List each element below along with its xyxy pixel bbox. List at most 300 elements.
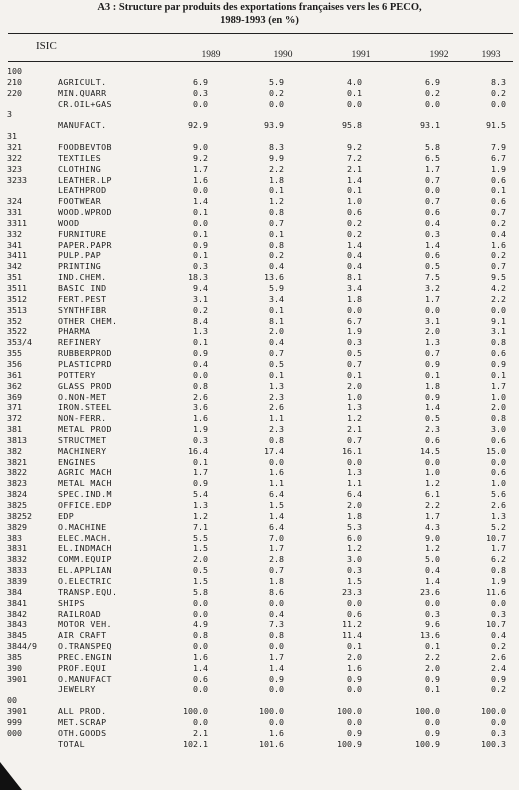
isic-code: 31	[7, 131, 17, 142]
value-1993: 0.6	[491, 196, 506, 207]
product-label: TRANSP.EQU.	[58, 586, 118, 597]
table-row	[0, 326, 519, 336]
value-1993: 0.2	[491, 217, 506, 228]
value-1993: 1.0	[491, 478, 506, 489]
table-row	[0, 316, 519, 326]
value-1993: 0.0	[491, 717, 506, 727]
table-row	[0, 413, 519, 423]
table-row	[0, 684, 519, 694]
page-corner-shadow	[0, 762, 22, 790]
value-1993: 1.0	[491, 391, 506, 402]
table-row	[0, 164, 519, 174]
table-row	[0, 424, 519, 434]
value-1993: 2.4	[491, 662, 506, 673]
value-1991: 0.7	[347, 434, 362, 445]
table-row	[0, 185, 519, 195]
product-label: JEWELRY	[58, 684, 96, 695]
product-label: O.MACHINE	[58, 521, 107, 532]
value-1992: 0.0	[425, 597, 440, 608]
isic-code: 3844/9	[7, 641, 37, 651]
product-label: BASIC IND	[58, 283, 107, 293]
isic-code: 351	[7, 272, 22, 283]
value-1993: 1.3	[491, 510, 506, 521]
value-1989: 0.0	[193, 608, 208, 619]
value-1989: 0.9	[193, 239, 208, 250]
value-1993: 5.2	[491, 521, 506, 532]
table-row	[0, 674, 519, 684]
value-1989: 2.1	[193, 727, 208, 738]
table-row	[0, 533, 519, 543]
value-1989: 0.9	[193, 348, 208, 359]
table-row	[0, 370, 519, 380]
product-label: PLASTICPRD	[58, 358, 112, 369]
value-1990: 0.1	[269, 228, 284, 239]
product-label: SPEC.IND.M	[58, 489, 112, 500]
value-1991: 0.9	[347, 727, 362, 738]
isic-code: 3824	[7, 489, 27, 500]
table-row	[0, 435, 519, 445]
value-1992: 9.6	[425, 619, 440, 630]
product-label: MANUFACT.	[58, 120, 107, 131]
table-row	[0, 337, 519, 347]
table-row	[0, 478, 519, 488]
product-label: EL.APPLIAN	[58, 565, 112, 576]
value-1993: 4.2	[491, 283, 506, 293]
value-1990: 0.0	[269, 98, 284, 109]
table-row	[0, 467, 519, 477]
table-row	[0, 109, 519, 119]
value-1993: 2.2	[491, 293, 506, 304]
table-row	[0, 728, 519, 738]
value-1991: 6.7	[347, 315, 362, 326]
value-1991: 6.4	[347, 489, 362, 500]
year-header-1993: 1993	[481, 50, 501, 60]
value-1990: 0.8	[269, 207, 284, 217]
product-label: PULP.PAP	[58, 250, 102, 261]
table-row	[0, 392, 519, 402]
value-1993: 15.0	[486, 445, 506, 456]
year-header-1992: 1992	[429, 50, 449, 60]
value-1991: 0.1	[347, 641, 362, 651]
value-1992: 23.6	[420, 586, 440, 597]
value-1989: 1.4	[193, 196, 208, 207]
value-1990: 0.4	[269, 261, 284, 272]
isic-code: 210	[7, 76, 22, 87]
year-header-1990: 1990	[273, 50, 293, 60]
table-row	[0, 457, 519, 467]
value-1989: 2.6	[193, 391, 208, 402]
isic-code: 331	[7, 207, 22, 217]
product-label: TOTAL	[58, 738, 85, 749]
table-row	[0, 99, 519, 109]
product-label: O.MANUFACT	[58, 673, 112, 684]
value-1992: 0.6	[425, 207, 440, 217]
isic-code: 390	[7, 662, 22, 673]
value-1990: 1.1	[269, 478, 284, 489]
table-row	[0, 218, 519, 228]
product-label: RAILROAD	[58, 608, 102, 619]
value-1989: 100.0	[183, 706, 208, 717]
value-1989: 8.4	[193, 315, 208, 326]
value-1993: 0.7	[491, 207, 506, 217]
value-1990: 6.4	[269, 489, 284, 500]
isic-code: 321	[7, 141, 22, 152]
table-row	[0, 587, 519, 597]
table-row	[0, 663, 519, 673]
value-1992: 0.9	[425, 673, 440, 684]
product-label: AGRICULT.	[58, 76, 107, 87]
table-row	[0, 348, 519, 358]
value-1991: 0.7	[347, 358, 362, 369]
product-label: COMM.EQUIP	[58, 554, 112, 565]
value-1992: 2.0	[425, 326, 440, 337]
value-1993: 0.1	[491, 369, 506, 380]
isic-code: 382	[7, 445, 22, 456]
isic-code: 3839	[7, 576, 27, 586]
isic-code: 3831	[7, 543, 27, 554]
value-1990: 0.2	[269, 250, 284, 261]
value-1993: 6.2	[491, 554, 506, 565]
isic-code: 384	[7, 586, 22, 597]
value-1990: 0.7	[269, 217, 284, 228]
value-1989: 1.2	[193, 510, 208, 521]
value-1991: 0.4	[347, 261, 362, 272]
value-1993: 0.1	[491, 185, 506, 196]
value-1989: 0.0	[193, 717, 208, 727]
value-1992: 0.1	[425, 684, 440, 695]
value-1991: 0.4	[347, 250, 362, 261]
product-label: LEATHER.LP	[58, 174, 112, 185]
value-1989: 0.0	[193, 217, 208, 228]
isic-code: 372	[7, 413, 22, 424]
isic-code: 352	[7, 315, 22, 326]
product-label: FERT.PEST	[58, 293, 107, 304]
isic-code: 3832	[7, 554, 27, 565]
value-1992: 2.2	[425, 651, 440, 662]
value-1993: 3.1	[491, 326, 506, 337]
value-1990: 1.3	[269, 380, 284, 391]
value-1989: 1.6	[193, 174, 208, 185]
value-1989: 0.3	[193, 87, 208, 98]
value-1989: 5.5	[193, 532, 208, 543]
table-subtitle: 1989-1993 (en %)	[220, 15, 299, 26]
value-1989: 0.8	[193, 380, 208, 391]
value-1992: 3.1	[425, 315, 440, 326]
value-1989: 9.0	[193, 141, 208, 152]
table-row	[0, 706, 519, 716]
product-label: AIR CRAFT	[58, 630, 107, 641]
value-1992: 5.8	[425, 141, 440, 152]
value-1989: 18.3	[188, 272, 208, 283]
value-1992: 7.5	[425, 272, 440, 283]
table-row	[0, 272, 519, 282]
table-row	[0, 250, 519, 260]
value-1993: 0.8	[491, 413, 506, 424]
value-1991: 1.8	[347, 510, 362, 521]
product-label: OTHER CHEM.	[58, 315, 118, 326]
value-1993: 1.9	[491, 163, 506, 174]
table-row	[0, 576, 519, 586]
value-1993: 5.6	[491, 489, 506, 500]
value-1992: 0.0	[425, 717, 440, 727]
value-1989: 0.1	[193, 250, 208, 261]
product-label: TEXTILES	[58, 152, 102, 163]
value-1989: 0.8	[193, 630, 208, 641]
product-label: LEATHPROD	[58, 185, 107, 196]
table-row	[0, 554, 519, 564]
table-row	[0, 489, 519, 499]
value-1989: 0.6	[193, 673, 208, 684]
table-row	[0, 294, 519, 304]
value-1990: 0.9	[269, 673, 284, 684]
value-1990: 0.1	[269, 304, 284, 315]
value-1993: 0.4	[491, 228, 506, 239]
value-1990: 0.8	[269, 434, 284, 445]
value-1993: 0.6	[491, 434, 506, 445]
isic-code: 3411	[7, 250, 27, 261]
year-header-1989: 1989	[201, 50, 221, 60]
value-1992: 14.5	[420, 445, 440, 456]
value-1992: 1.7	[425, 163, 440, 174]
table-row	[0, 66, 519, 76]
table-row	[0, 196, 519, 206]
isic-code: 3842	[7, 608, 27, 619]
table-row	[0, 652, 519, 662]
isic-code: 3513	[7, 304, 27, 315]
isic-code: 38252	[7, 510, 32, 521]
value-1991: 95.8	[342, 120, 362, 131]
value-1989: 6.9	[193, 76, 208, 87]
value-1993: 0.9	[491, 673, 506, 684]
value-1993: 6.7	[491, 152, 506, 163]
product-label: ALL PROD.	[58, 706, 107, 717]
value-1991: 2.1	[347, 424, 362, 435]
value-1992: 0.5	[425, 261, 440, 272]
value-1993: 2.0	[491, 402, 506, 413]
value-1991: 0.9	[347, 673, 362, 684]
value-1993: 0.4	[491, 630, 506, 641]
table-row	[0, 522, 519, 532]
value-1991: 1.0	[347, 391, 362, 402]
value-1990: 101.6	[259, 738, 284, 749]
value-1989: 4.9	[193, 619, 208, 630]
value-1991: 1.2	[347, 413, 362, 424]
isic-code: 355	[7, 348, 22, 359]
product-label: O.ELECTRIC	[58, 576, 112, 586]
value-1993: 9.5	[491, 272, 506, 283]
product-label: STRUCTMET	[58, 434, 107, 445]
product-label: FOOTWEAR	[58, 196, 102, 207]
value-1991: 0.0	[347, 98, 362, 109]
value-1993: 0.2	[491, 641, 506, 651]
value-1993: 100.3	[481, 738, 506, 749]
value-1991: 4.0	[347, 76, 362, 87]
value-1991: 5.3	[347, 521, 362, 532]
value-1990: 2.2	[269, 163, 284, 174]
table-row	[0, 565, 519, 575]
product-label: FOODBEVTOB	[58, 141, 112, 152]
value-1990: 8.3	[269, 141, 284, 152]
value-1991: 100.9	[337, 738, 362, 749]
value-1992: 0.0	[425, 98, 440, 109]
isic-code: 322	[7, 152, 22, 163]
table-row	[0, 142, 519, 152]
value-1989: 0.0	[193, 597, 208, 608]
value-1990: 6.4	[269, 521, 284, 532]
product-label: AGRIC MACH	[58, 467, 112, 478]
value-1990: 0.1	[269, 185, 284, 196]
value-1990: 5.9	[269, 76, 284, 87]
value-1992: 13.6	[420, 630, 440, 641]
isic-code: 00	[7, 695, 17, 706]
isic-code: 3	[7, 109, 12, 120]
value-1991: 9.2	[347, 141, 362, 152]
product-label: WOOD	[58, 217, 80, 228]
table-row	[0, 261, 519, 271]
value-1991: 0.6	[347, 207, 362, 217]
value-1993: 3.0	[491, 424, 506, 435]
isic-code: 3821	[7, 456, 27, 467]
value-1992: 0.7	[425, 348, 440, 359]
product-label: CR.OIL+GAS	[58, 98, 112, 109]
isic-code: 100	[7, 66, 22, 76]
value-1992: 0.1	[425, 641, 440, 651]
value-1990: 3.4	[269, 293, 284, 304]
value-1993: 100.0	[481, 706, 506, 717]
value-1989: 3.1	[193, 293, 208, 304]
value-1990: 0.0	[269, 597, 284, 608]
product-label: O.TRANSPEQ	[58, 641, 112, 651]
value-1992: 6.1	[425, 489, 440, 500]
value-1992: 0.4	[425, 565, 440, 576]
value-1989: 0.0	[193, 185, 208, 196]
value-1992: 1.2	[425, 543, 440, 554]
value-1992: 6.9	[425, 76, 440, 87]
table-row	[0, 543, 519, 553]
table-row	[0, 88, 519, 98]
table-row	[0, 739, 519, 749]
value-1991: 1.6	[347, 662, 362, 673]
value-1989: 92.9	[188, 120, 208, 131]
table-row	[0, 500, 519, 510]
value-1989: 1.5	[193, 576, 208, 586]
value-1989: 1.5	[193, 543, 208, 554]
value-1991: 0.2	[347, 228, 362, 239]
value-1990: 1.1	[269, 413, 284, 424]
value-1991: 0.1	[347, 87, 362, 98]
table-row	[0, 630, 519, 640]
table-row	[0, 240, 519, 250]
value-1991: 1.5	[347, 576, 362, 586]
value-1992: 9.0	[425, 532, 440, 543]
isic-code: 3511	[7, 283, 27, 293]
value-1992: 1.3	[425, 337, 440, 348]
value-1990: 0.0	[269, 641, 284, 651]
isic-code: 332	[7, 228, 22, 239]
value-1991: 3.0	[347, 554, 362, 565]
value-1989: 0.3	[193, 261, 208, 272]
value-1989: 1.6	[193, 413, 208, 424]
value-1991: 1.0	[347, 196, 362, 207]
value-1990: 8.6	[269, 586, 284, 597]
value-1990: 0.0	[269, 717, 284, 727]
value-1990: 2.3	[269, 424, 284, 435]
value-1992: 1.4	[425, 402, 440, 413]
value-1989: 0.0	[193, 369, 208, 380]
value-1992: 0.2	[425, 87, 440, 98]
value-1989: 1.6	[193, 651, 208, 662]
isic-code: 3901	[7, 673, 27, 684]
product-label: EDP	[58, 510, 75, 521]
value-1993: 7.9	[491, 141, 506, 152]
value-1989: 0.5	[193, 565, 208, 576]
value-1992: 0.9	[425, 358, 440, 369]
isic-code: 356	[7, 358, 22, 369]
value-1992: 1.0	[425, 467, 440, 478]
value-1992: 1.7	[425, 510, 440, 521]
value-1993: 0.7	[491, 261, 506, 272]
value-1993: 2.6	[491, 651, 506, 662]
value-1990: 0.5	[269, 358, 284, 369]
value-1990: 0.8	[269, 239, 284, 250]
value-1993: 0.2	[491, 87, 506, 98]
product-label: SHIPS	[58, 597, 85, 608]
product-label: GLASS PROD	[58, 380, 112, 391]
value-1990: 0.7	[269, 348, 284, 359]
value-1993: 0.0	[491, 304, 506, 315]
value-1989: 1.7	[193, 163, 208, 174]
table-row	[0, 695, 519, 705]
value-1993: 0.9	[491, 358, 506, 369]
value-1991: 8.1	[347, 272, 362, 283]
value-1989: 0.1	[193, 228, 208, 239]
product-label: PHARMA	[58, 326, 91, 337]
value-1993: 10.7	[486, 532, 506, 543]
value-1993: 1.7	[491, 380, 506, 391]
value-1990: 100.0	[259, 706, 284, 717]
product-label: O.NON-MET	[58, 391, 107, 402]
value-1993: 0.8	[491, 565, 506, 576]
value-1992: 0.0	[425, 456, 440, 467]
value-1989: 1.7	[193, 467, 208, 478]
value-1990: 1.6	[269, 467, 284, 478]
value-1989: 0.1	[193, 207, 208, 217]
table-row	[0, 359, 519, 369]
value-1993: 0.0	[491, 98, 506, 109]
value-1990: 1.7	[269, 543, 284, 554]
value-1992: 6.5	[425, 152, 440, 163]
table-row	[0, 120, 519, 130]
value-1992: 0.4	[425, 217, 440, 228]
value-1990: 17.4	[264, 445, 284, 456]
value-1991: 23.3	[342, 586, 362, 597]
value-1992: 0.3	[425, 228, 440, 239]
product-label: MET.SCRAP	[58, 717, 107, 727]
value-1991: 7.2	[347, 152, 362, 163]
value-1993: 8.3	[491, 76, 506, 87]
value-1990: 0.1	[269, 369, 284, 380]
value-1989: 9.4	[193, 283, 208, 293]
isic-code: 371	[7, 402, 22, 413]
value-1992: 1.4	[425, 239, 440, 250]
value-1991: 0.1	[347, 369, 362, 380]
value-1993: 0.8	[491, 337, 506, 348]
value-1992: 0.0	[425, 185, 440, 196]
value-1991: 0.3	[347, 337, 362, 348]
isic-code: 000	[7, 727, 22, 738]
value-1989: 0.2	[193, 304, 208, 315]
value-1991: 2.0	[347, 651, 362, 662]
